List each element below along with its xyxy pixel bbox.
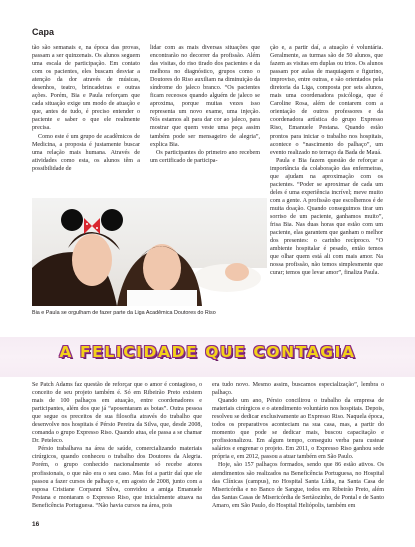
patient-face — [225, 263, 249, 281]
article-column-4 — [32, 381, 202, 510]
photo-illustration — [32, 198, 267, 306]
paragraph: tão são semanais e, na época das provas, passam a ser quinzenais. Os alunos seguem uma escala de participação. Em contato com os pacientes, eles buscam desviar a atenção da dor através de músicas, desenhos, teatro, brincadeiras e outras ações. Porém, Bia e Paula reforçam que cada situação exige um modo de atuação e que, antes de tudo, é preciso entender o paciente e saber o que ele realmente precisa. — [32, 45, 140, 132]
paragraph: Quando um ano, Pérsio concilirou o trabalho da empresa de materiais cirúrgicos e o atendimento voluntário nos hospitais. Depois, resolveu se dedicar exclusivamente ao Expresso Riso. Naquela época, todos os preparativos aconteciam na sua casa, mas, a partir do momento que pode se dedicar mais, buscou capacitação e profissionalizou. Em algum tempo, conseguiu verba para custear salários e engrenar o projeto. Em 2011, o Expresso Riso ganhou sede própria e, em 2012, passou a atuar também em São Paulo. — [212, 398, 384, 461]
article-column-2 — [150, 44, 260, 165]
paragraph: ção e, a partir daí, a atuação é voluntária. Geralmente, as turmas são de 50 alunos, que fazem as visitas em duplas ou trios. Os alunos passam por aulas de maquiagem e figurino, improviso, entre outras, e são orientados pela diretoria da Liga, composta por seis alunos, mais uma coordenadora psicóloga, que é Caroline Rosa, além de contarem com a orientação de outros professores e da coordenadora artística do grupo Expresso Riso, Emanuele Pestana. Quando estão prontos para iniciar o trabalho nos hospitais, acontece o “nascimento do palhaço”, um evento realizado no terraço da Bada de Mauá. — [270, 45, 383, 156]
paragraph: Como este é um grupo de acadêmicos de Medicina, a proposta é justamente buscar uma relação mais humana. Através de atividades como esta, os alunos têm a possibilidade de — [32, 133, 140, 172]
mouse-ear-left — [61, 209, 83, 231]
person-left-face — [72, 234, 112, 286]
section-headline: A FELICIDADE QUE CONTAGIA — [59, 343, 356, 361]
article-column-1 — [32, 44, 140, 173]
red-bow — [84, 218, 100, 234]
section-label: Capa — [32, 27, 55, 37]
bow-dot — [86, 223, 88, 225]
paragraph: Hoje, são 157 palhaços formados, sendo que 86 estão ativos. Os atendimentos são realizados na Beneficência Portuguesa, no Hospital das Clínicas (campus), no Hospital Santa Lídia, na Santa Casa de Misericórdia e no Banco de Sangue, todos em Ribeirão Preto, além das Santas Casas de Misericórdia de Sertãozinho, de Pontal e de Santo Amaro, em São Paulo, do Hospital Heliópolis, também em — [212, 462, 384, 509]
paragraph: Se Patch Adams faz questão de reforçar que o amor é contagioso, o conceito de seu projeto também é. Só em Ribeirão Preto existem mais de 100 palhaços em atuação, entre coordenadores e participantes, além dos que já “aposentaram as botas”. Outra pessoa que segue os preceitos de sua filosofia através do trabalho que desenvolve nos hospitais é Pérsio Pereira da Silva, que, desde 2008, comanda o grupo Expresso Riso. Quando atua, ele passa a se chamar Dr. Peteleco. — [32, 382, 202, 445]
article-column-5 — [212, 381, 384, 510]
mouse-ear-right — [101, 209, 123, 231]
paragraph: Os participantes do primeiro ano recebem um certificado de participa- — [150, 149, 260, 164]
bow-dot — [96, 227, 98, 229]
article-column-3 — [270, 44, 383, 277]
photo-caption: Bia e Paula se orgulham de fazer parte da Liga Acadêmica Doutores do Riso — [32, 310, 216, 316]
white-coat — [127, 290, 197, 306]
article-photo — [32, 198, 267, 306]
paragraph: Paula e Bia fazem questão de reforçar a importância da colaboração das enfermeiras, que ajudam na aproximação com os pacientes. “Poder se aproximar de cada um deles é uma experiência incrível; meve muito com a gente. A profissão que escolhemos é de muita doação. Quando conseguimos tirar um sorriso de um paciente, ganhamos muito”, frisa Bia. Nas duas horas que estão com um paciente, elas garantem que ganham o melhor dos presentes: o carinho recíproco. “O ambiente hospitalar é pesado, então temos que olhar quem está ali com mais amor. Na nossa profissão, não temos simplesmente que curar; temos que levar amor”, finaliza Paula. — [270, 157, 383, 277]
paragraph: lidar com as mais diversas situações que encontrarão no decorrer da profissão. Além das visitas, do riso tirado dos pacientes e da melhora no diagnóstico, grupos como o Doutores do Riso auxiliam na diminuição da síndrome do jaleco branco. “Os pacientes ficam receosos quando alguém de jaleco se aproxima, porque muitas vezes isso representa um novo exame, uma injeção. Nós estamos ali para dar cor ao jaleco, para mostrar que quem veste uma peça assim também pode ser mensageiro de alegria”, explica Bia. — [150, 45, 260, 148]
paragraph: era tudo novo. Mesmo assim, buscamos especialização”, lembra o palhaço. — [212, 382, 384, 397]
person-right-face — [143, 244, 181, 292]
page-number: 16 — [32, 521, 40, 528]
paragraph: Pérsio trabalhava na área de saúde, comercializando materiais cirúrgicos, quando conheceu o trabalho dos Doutores da Alegria. Porém, o grupo conhecido nacionalmente só recebe atores profissionais, o que não era o seu caso. Mas foi a partir daí que ele passou a fazer cursos de palhaço e, em agosto de 2008, junto com a esposa Cristiane Corpanni Silva, convidou a amiga Emanuele Pestana e montaram o Expresso Riso, que inicialmente atuava na Beneficência Portuguesa. “Não havia cursos na área, pois — [32, 446, 202, 509]
